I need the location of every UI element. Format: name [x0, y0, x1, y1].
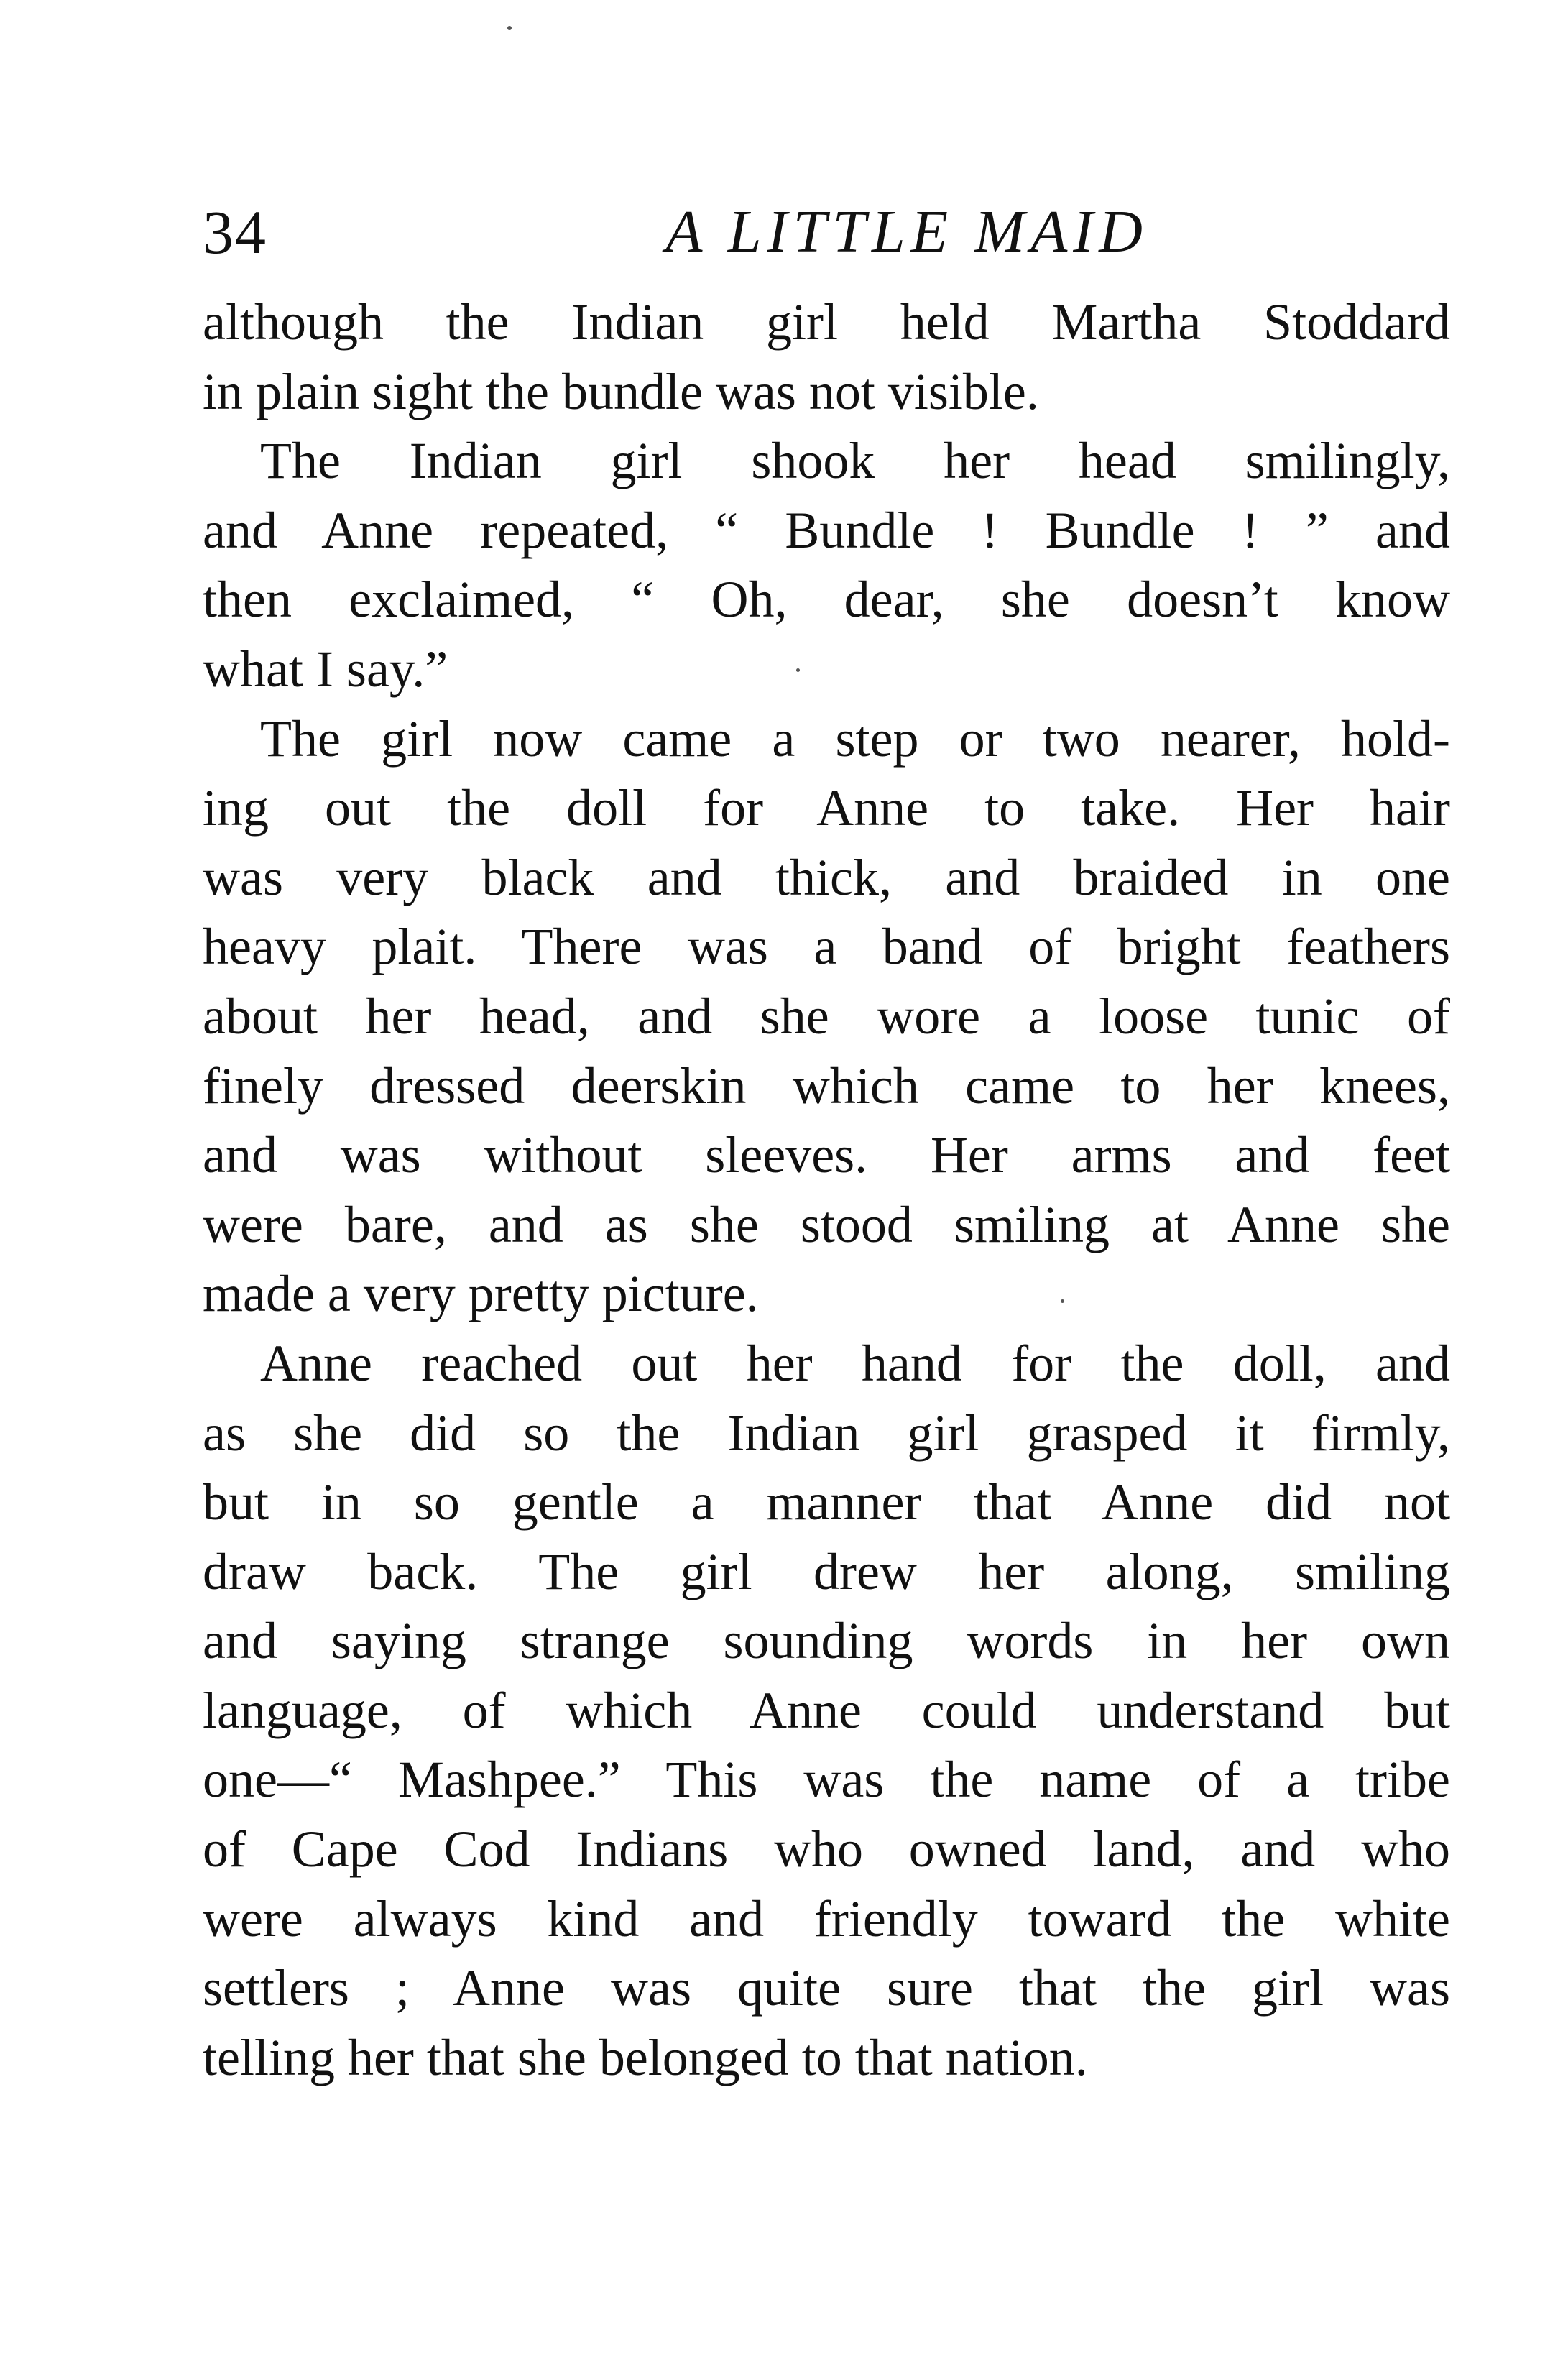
text-line: about her head, and she wore a loose tunic of	[203, 987, 1450, 1045]
text-line: then exclaimed, “ Oh, dear, she doesn’t know	[203, 571, 1450, 629]
text-line: but in so gentle a manner that Anne did not	[203, 1473, 1450, 1531]
page-number: 34	[203, 198, 267, 267]
text-line: and was without sleeves. Her arms and feet	[203, 1126, 1450, 1184]
text-line: one—“ Mashpee.” This was the name of a tribe	[203, 1751, 1450, 1809]
text-line: was very black and thick, and braided in one	[203, 848, 1450, 906]
text-line: settlers ; Anne was quite sure that the girl was	[203, 1959, 1450, 2017]
text-line: as she did so the Indian girl grasped it firmly,	[203, 1404, 1450, 1462]
text-line: The girl now came a step or two nearer, hold-	[260, 709, 1450, 768]
text-line: were always kind and friendly toward the white	[203, 1889, 1450, 1948]
text-line: ing out the doll for Anne to take. Her hair	[203, 779, 1450, 837]
text-line: made a very pretty picture.	[203, 1265, 759, 1323]
text-line: and Anne repeated, “ Bundle ! Bundle ! ” and	[203, 501, 1450, 559]
body-text	[203, 287, 1450, 2092]
text-line: telling her that she belonged to that nation.	[203, 2028, 1088, 2086]
text-line: what I say.”	[203, 640, 448, 698]
text-line: language, of which Anne could understand but	[203, 1681, 1450, 1739]
text-line: in plain sight the bundle was not visible.	[203, 362, 1039, 420]
print-speck	[507, 26, 512, 30]
text-line: although the Indian girl held Martha Stoddard	[203, 293, 1450, 351]
text-line: and saying strange sounding words in her own	[203, 1612, 1450, 1670]
text-line: draw back. The girl drew her along, smiling	[203, 1542, 1450, 1600]
text-line: heavy plait. There was a band of bright feathers	[203, 918, 1450, 976]
text-line: of Cape Cod Indians who owned land, and who	[203, 1820, 1450, 1879]
text-line: Anne reached out her hand for the doll, and	[260, 1334, 1450, 1392]
text-line: The Indian girl shook her head smilingly,	[260, 432, 1450, 490]
running-title: A LITTLE MAID	[665, 198, 1148, 265]
page-header	[203, 193, 1453, 272]
text-line: were bare, and as she stood smiling at Anne she	[203, 1195, 1450, 1253]
text-line: finely dressed deerskin which came to her knees,	[203, 1056, 1450, 1115]
